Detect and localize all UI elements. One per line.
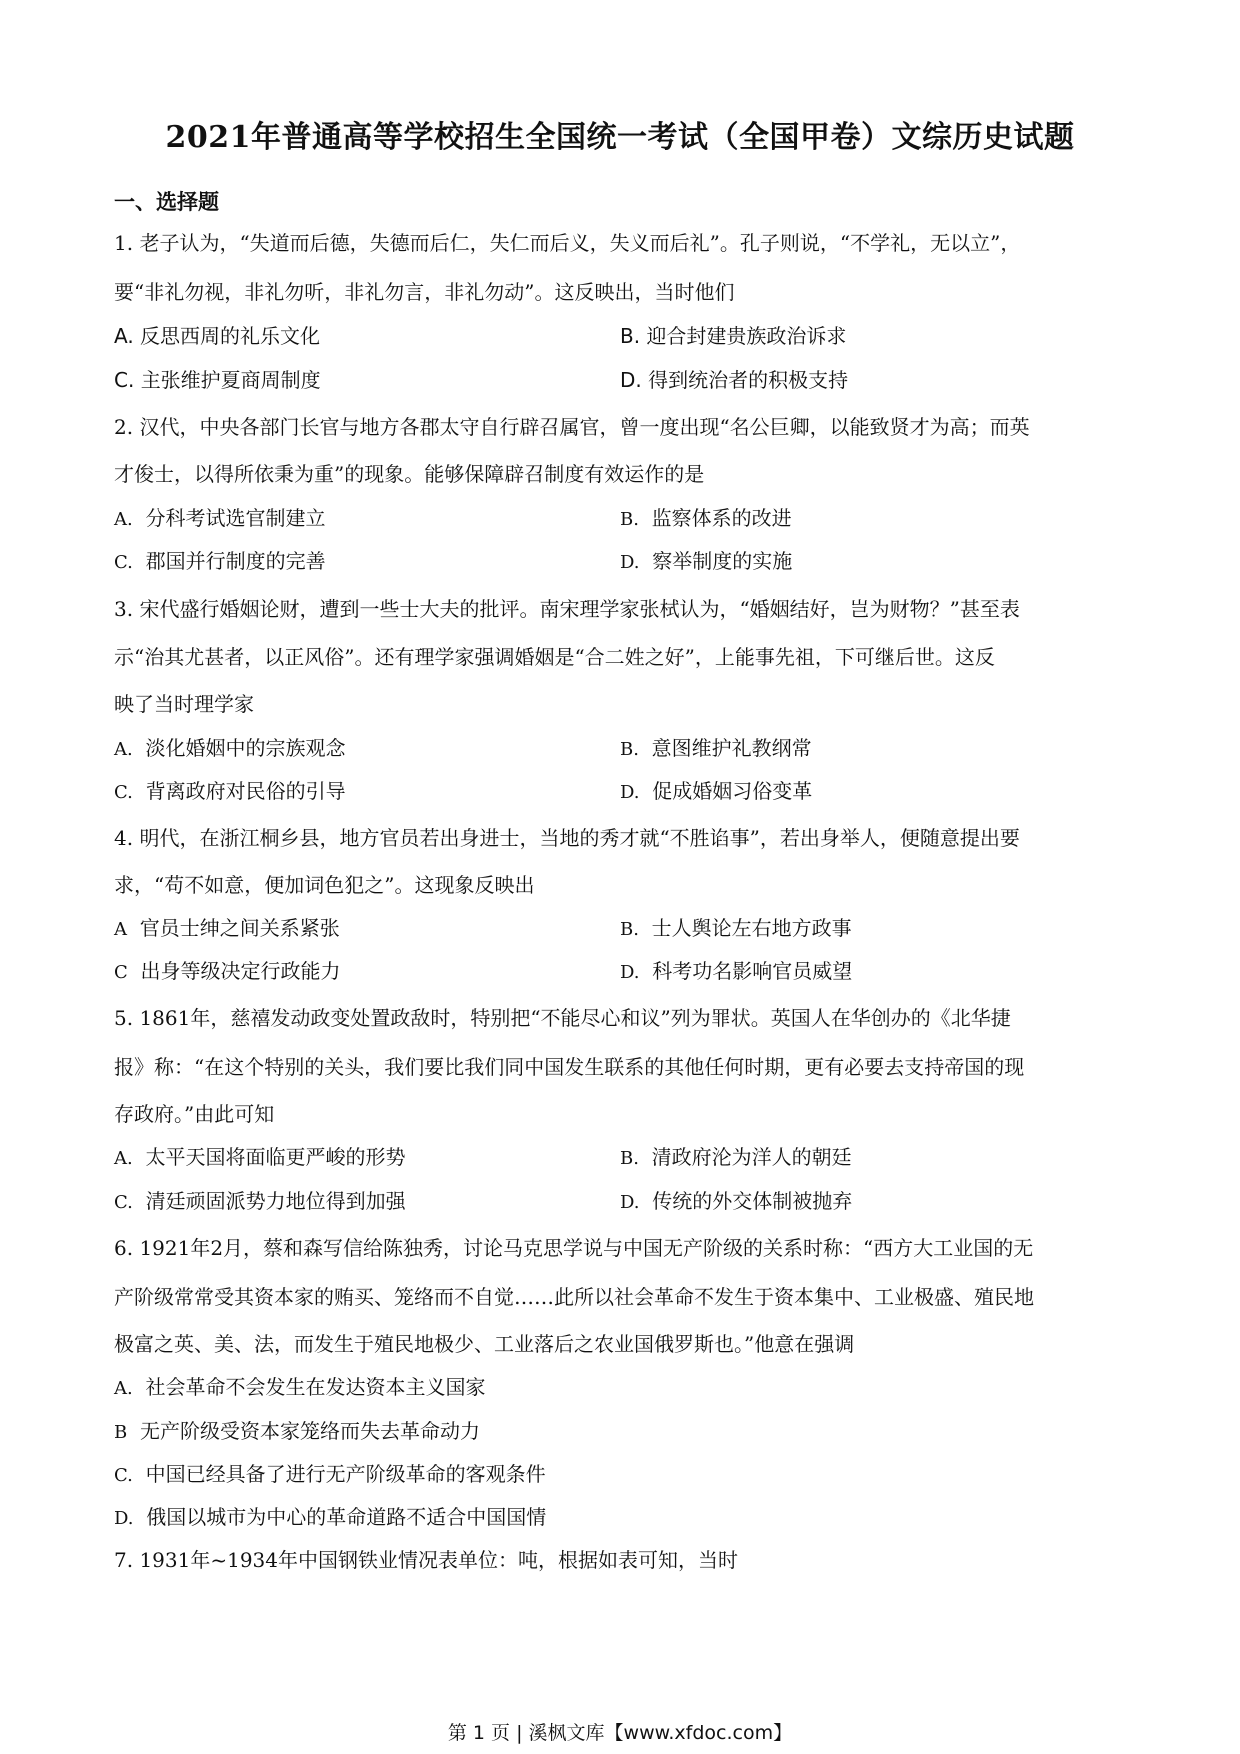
question-5-option-a: A. 太平天国将面临更严峻的形势 bbox=[114, 1145, 406, 1169]
question-2-line-2: 才俊士，以得所依秉为重”的现象。能够保障辟召制度有效运作的是 bbox=[114, 462, 705, 486]
question-2-option-a: A. 分科考试选官制建立 bbox=[114, 506, 326, 530]
question-5-line-3: 存政府。”由此可知 bbox=[114, 1102, 275, 1126]
question-1-option-d: D. 得到统治者的积极支持 bbox=[620, 368, 849, 392]
question-5-line-1: 5. 1861年，慈禧发动政变处置政敌时，特别把“不能尽心和议”列为罪状。英国人在华创办的《北华捷 bbox=[114, 1006, 1011, 1030]
question-5-option-b: B. 清政府沦为洋人的朝廷 bbox=[620, 1145, 852, 1169]
question-4-option-c: C 出身等级决定行政能力 bbox=[114, 959, 341, 983]
question-6-line-3: 极富之英、美、法，而发生于殖民地极少、工业落后之农业国俄罗斯也。”他意在强调 bbox=[114, 1332, 855, 1356]
question-2-option-c: C. 郡国并行制度的完善 bbox=[114, 549, 326, 573]
page-title: 2021年普通高等学校招生全国统一考试（全国甲卷）文综历史试题 bbox=[165, 120, 1075, 155]
question-2-option-d: D. 察举制度的实施 bbox=[620, 549, 793, 573]
question-6-option-c: C. 中国已经具备了进行无产阶级革命的客观条件 bbox=[114, 1462, 546, 1486]
question-3-option-c: C. 背离政府对民俗的引导 bbox=[114, 779, 346, 803]
question-4-option-d: D. 科考功名影响官员威望 bbox=[620, 959, 853, 983]
question-3-line-3: 映了当时理学家 bbox=[114, 692, 254, 716]
question-3-option-a: A. 淡化婚姻中的宗族观念 bbox=[114, 736, 346, 760]
question-1-line-2: 要“非礼勿视，非礼勿听，非礼勿言，非礼勿动”。这反映出，当时他们 bbox=[114, 280, 735, 304]
question-6-line-2: 产阶级常常受其资本家的贿买、笼络而不自觉……此所以社会革命不发生于资本集中、工业极盛、殖民地 bbox=[114, 1285, 1034, 1309]
question-5-option-d: D. 传统的外交体制被抛弃 bbox=[620, 1189, 853, 1213]
question-5-line-2: 报》称：“在这个特别的关头，我们要比我们同中国发生联系的其他任何时期，更有必要去支持帝国的现 bbox=[114, 1055, 1025, 1079]
question-6-option-b: B 无产阶级受资本家笼络而失去革命动力 bbox=[114, 1419, 480, 1443]
question-1-option-b: B. 迎合封建贵族政治诉求 bbox=[620, 324, 847, 348]
question-1-option-c: C. 主张维护夏商周制度 bbox=[114, 368, 321, 392]
section-heading: 一、选择题 bbox=[114, 189, 219, 214]
question-5-option-c: C. 清廷顽固派势力地位得到加强 bbox=[114, 1189, 406, 1213]
question-6-line-1: 6. 1921年2月，蔡和森写信给陈独秀，讨论马克思学说与中国无产阶级的关系时称：“西方大工业国的无 bbox=[114, 1236, 1034, 1260]
question-6-option-a: A. 社会革命不会发生在发达资本主义国家 bbox=[114, 1375, 486, 1399]
question-2-line-1: 2. 汉代，中央各部门长官与地方各郡太守自行辟召属官，曾一度出现“名公巨卿，以能致贤才为高；而英 bbox=[114, 415, 1030, 439]
page-footer: 第 1 页 | 溪枫文库【www.xfdoc.com】 bbox=[447, 1722, 793, 1744]
question-1-option-a: A. 反思西周的礼乐文化 bbox=[114, 324, 321, 348]
question-4-line-1: 4. 明代，在浙江桐乡县，地方官员若出身进士，当地的秀才就“不胜谄事”，若出身举人，便随意提出要 bbox=[114, 826, 1020, 850]
question-4-option-b: B. 士人舆论左右地方政事 bbox=[620, 916, 852, 940]
question-4-line-2: 求，“苟不如意，便加词色犯之”。这现象反映出 bbox=[114, 873, 535, 897]
question-3-option-b: B. 意图维护礼教纲常 bbox=[620, 736, 812, 760]
question-4-option-a: A 官员士绅之间关系紧张 bbox=[114, 916, 340, 940]
question-1-line-1: 1. 老子认为，“失道而后德，失德而后仁，失仁而后义，失义而后礼”。孔子则说，“不学礼，无以立”， bbox=[114, 231, 1021, 255]
question-3-option-d: D. 促成婚姻习俗变革 bbox=[620, 779, 813, 803]
question-6-option-d: D. 俄国以城市为中心的革命道路不适合中国国情 bbox=[114, 1505, 547, 1529]
question-7-line-1: 7. 1931年~1934年中国钢铁业情况表单位：吨，根据如表可知，当时 bbox=[114, 1548, 738, 1572]
question-3-line-1: 3. 宋代盛行婚姻论财，遭到一些士大夫的批评。南宋理学家张栻认为，“婚姻结好，岂为财物？”甚至表 bbox=[114, 597, 1020, 621]
question-3-line-2: 示“治其尤甚者，以正风俗”。还有理学家强调婚姻是“合二姓之好”，上能事先祖，下可继后世。这反 bbox=[114, 645, 995, 669]
question-2-option-b: B. 监察体系的改进 bbox=[620, 506, 792, 530]
